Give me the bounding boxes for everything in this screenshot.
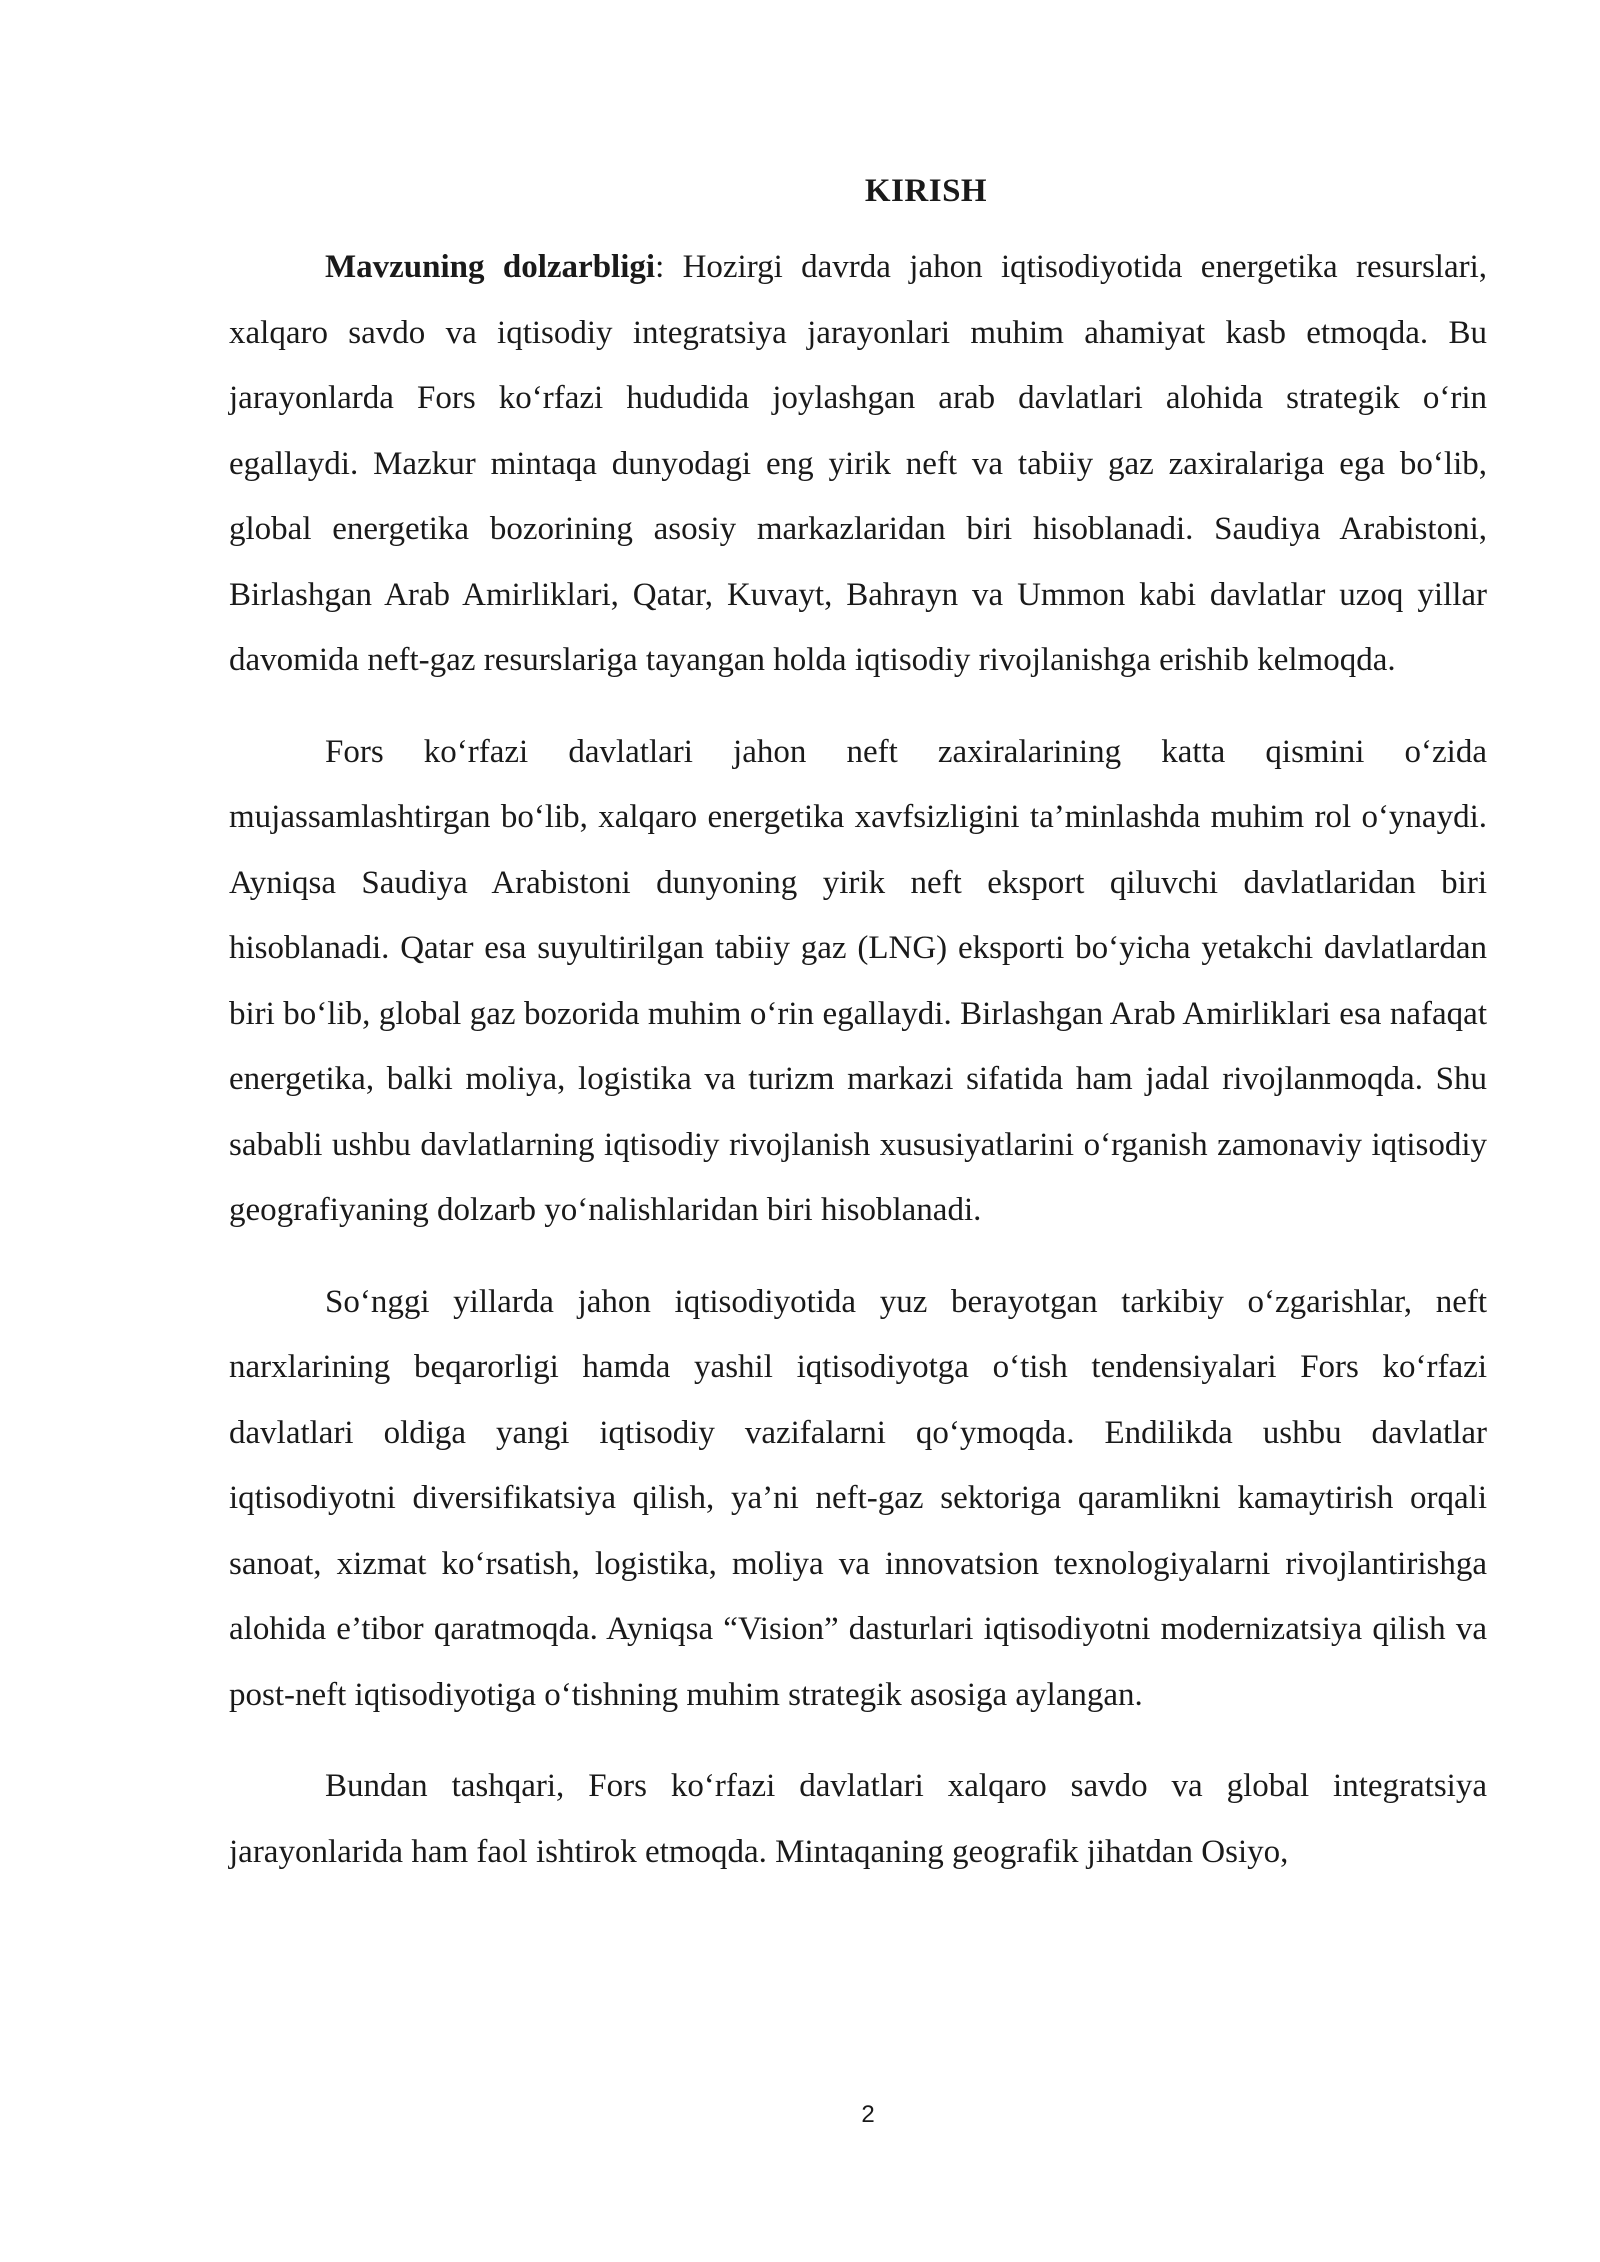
paragraph: Soʻnggi yillarda jahon iqtisodiyotida yuz berayotgan tarkibiy oʻzgarishlar, neft narxlarining beqarorligi hamda yashil iqtisodiyotga oʻtish tendensiyalari Fors koʻrfazi davlatlari oldiga yangi iqtisodiy vazifalarni qoʻymoqda. Endilikda ushbu davlatlar iqtisodiyotni diversifikatsiya qilish, ya’ni neft-gaz sektoriga qaramlikni kamaytirish orqali sanoat, xizmat koʻrsatish, logistika, moliya va innovatsion texnologiyalarni rivojlantirishga alohida e’tibor qaratmoqda. Ayniqsa “Vision” dasturlari iqtisodiyotni modernizatsiya qilish va post-neft iqtisodiyotiga oʻtishning muhim strategik asosiga aylangan. xyxy=(229,1283,1487,1713)
paragraph-text: : Hozirgi davrda jahon iqtisodiyotida energetika resurslari, xalqaro savdo va iqtisodiy integratsiya jarayonlari muhim ahamiyat kasb etmoqda. Bu jarayonlarda Fors koʻrfazi hududida joylashgan arab davlatlari alohida strategik oʻrin egallaydi. Mazkur mintaqa dunyodagi eng yirik neft va tabiiy gaz zaxiralariga ega boʻlib, global energetika bozorining asosiy markazlaridan biri hisoblanadi. Saudiya Arabistoni, Birlashgan Arab Amirliklari, Qatar, Kuvayt, Bahrayn va Ummon kabi davlatlar uzoq yillar davomida neft-gaz resurslariga tayangan holda iqtisodiy rivojlanishga erishib kelmoqda. xyxy=(229,249,1488,678)
paragraph-lead: Mavzuning dolzarbligi xyxy=(325,249,656,285)
page-content xyxy=(229,165,1487,1911)
paragraph xyxy=(229,235,1487,694)
page-number: 2 xyxy=(861,2101,875,2128)
paragraph: Bundan tashqari, Fors koʻrfazi davlatlari xalqaro savdo va global integratsiya jarayonlarida ham faol ishtirok etmoqda. Mintaqaning geografik jihatdan Osiyo, xyxy=(229,1768,1487,1870)
paragraph: Fors koʻrfazi davlatlari jahon neft zaxiralarining katta qismini oʻzida mujassamlashtirgan boʻlib, xalqaro energetika xavfsizligini ta’minlashda muhim rol oʻynaydi. Ayniqsa Saudiya Arabistoni dunyoning yirik neft eksport qiluvchi davlatlaridan biri hisoblanadi. Qatar esa suyultirilgan tabiiy gaz (LNG) eksporti boʻyicha yetakchi davlatlardan biri boʻlib, global gaz bozorida muhim oʻrin egallaydi. Birlashgan Arab Amirliklari esa nafaqat energetika, balki moliya, logistika va turizm markazi sifatida ham jadal rivojlanmoqda. Shu sababli ushbu davlatlarning iqtisodiy rivojlanish xususiyatlarini oʻrganish zamonaviy iqtisodiy geografiyaning dolzarb yoʻnalishlaridan biri hisoblanadi. xyxy=(229,733,1487,1228)
page-title: KIRISH xyxy=(864,173,988,209)
